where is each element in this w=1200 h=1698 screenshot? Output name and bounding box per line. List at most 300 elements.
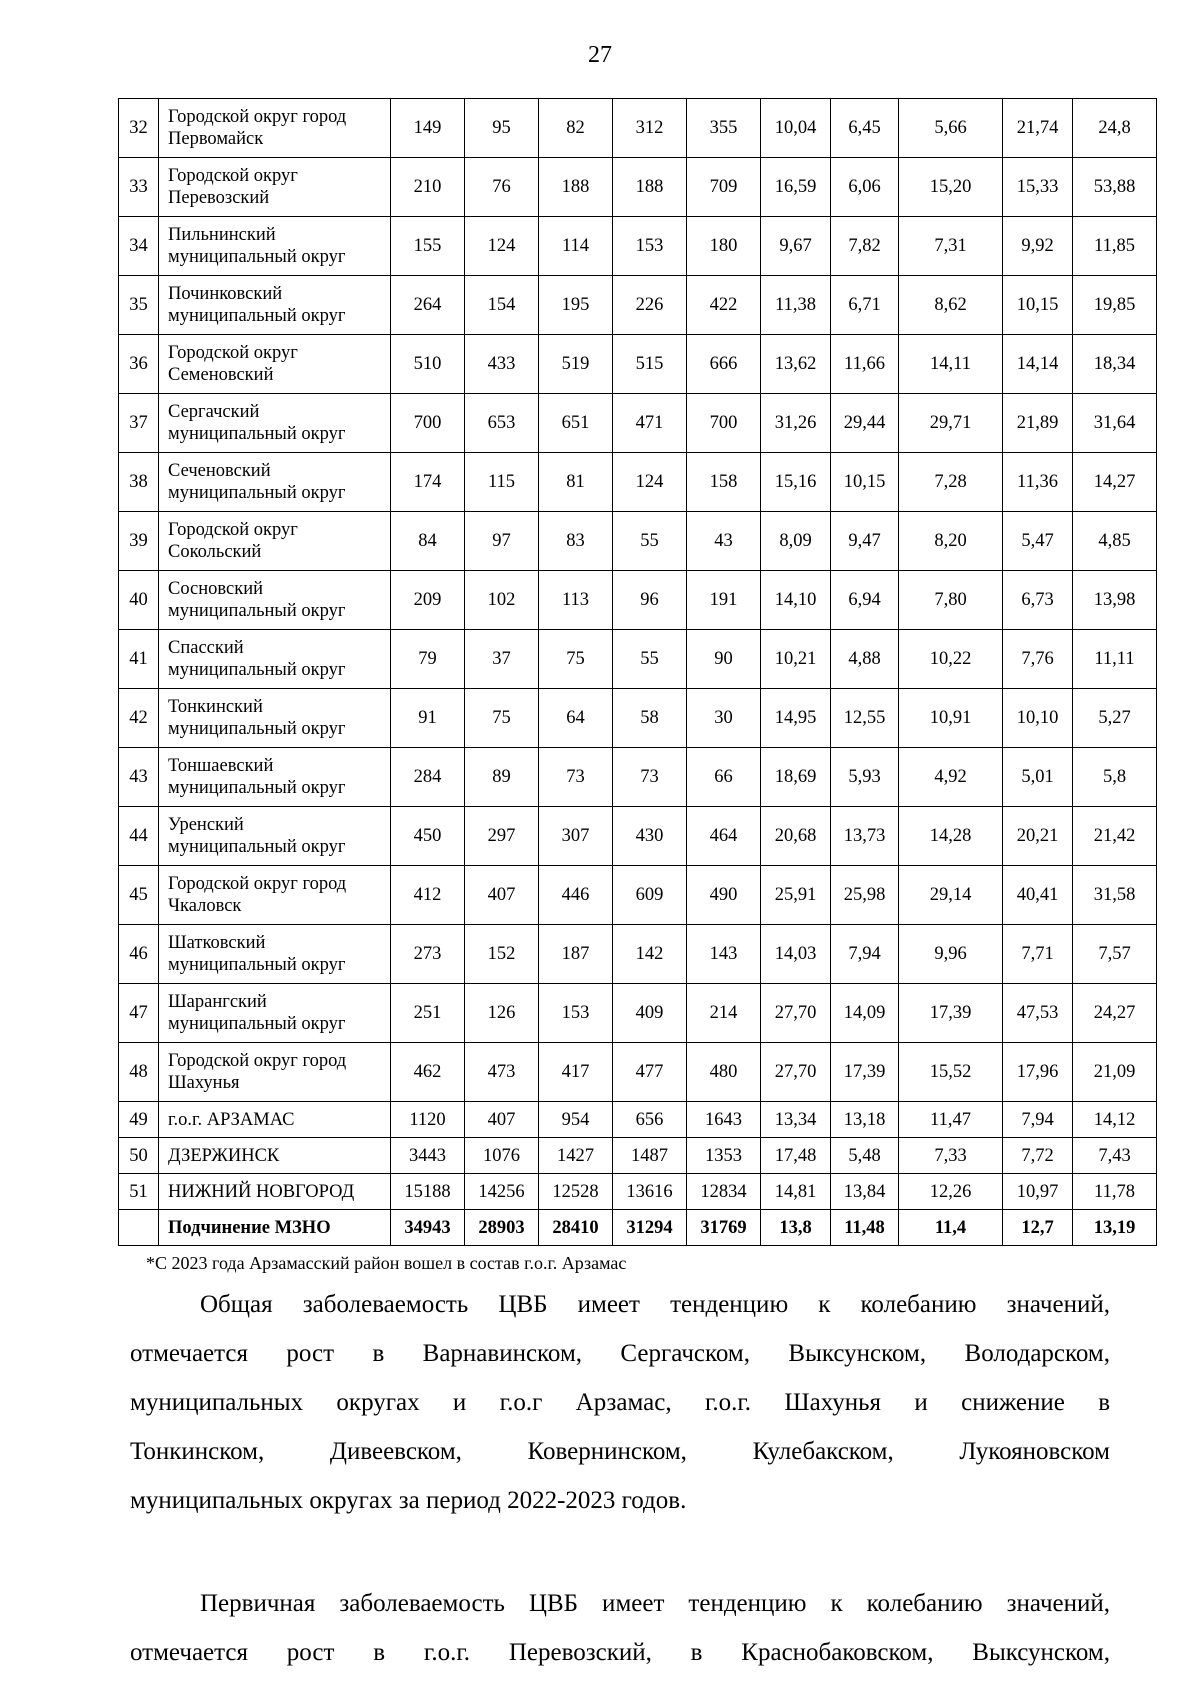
row-number: 47	[119, 984, 159, 1043]
value-cell: 29,14	[899, 866, 1003, 925]
value-cell: 1643	[687, 1102, 761, 1138]
value-cell: 10,22	[899, 630, 1003, 689]
value-cell: 1487	[613, 1138, 687, 1174]
value-cell: 75	[539, 630, 613, 689]
district-name	[159, 158, 391, 217]
page-number: 27	[588, 42, 612, 68]
district-name-line: ДЗЕРЖИНСК	[168, 1145, 280, 1166]
value-cell: 264	[391, 276, 465, 335]
value-cell: 53,88	[1073, 158, 1157, 217]
value-cell: 11,36	[1003, 453, 1073, 512]
value-cell: 4,85	[1073, 512, 1157, 571]
district-name-line: Сокольский	[168, 542, 262, 562]
district-name-line: НИЖНИЙ НОВГОРОД	[168, 1181, 355, 1202]
value-cell: 8,20	[899, 512, 1003, 571]
value-cell: 9,47	[831, 512, 899, 571]
value-cell: 5,48	[831, 1138, 899, 1174]
value-cell: 17,39	[899, 984, 1003, 1043]
value-cell: 8,09	[761, 512, 831, 571]
value-cell: 297	[465, 807, 539, 866]
value-cell: 18,69	[761, 748, 831, 807]
value-cell: 446	[539, 866, 613, 925]
district-name	[159, 630, 391, 689]
district-name	[159, 925, 391, 984]
row-number: 42	[119, 689, 159, 748]
value-cell: 709	[687, 158, 761, 217]
value-cell: 30	[687, 689, 761, 748]
value-cell: 433	[465, 335, 539, 394]
table-row	[119, 984, 1157, 1043]
value-cell: 14256	[465, 1174, 539, 1210]
value-cell: 28410	[539, 1210, 613, 1246]
value-cell: 209	[391, 571, 465, 630]
value-cell: 15,16	[761, 453, 831, 512]
value-cell: 14,14	[1003, 335, 1073, 394]
value-cell: 14,10	[761, 571, 831, 630]
value-cell: 700	[391, 394, 465, 453]
district-name-line: муниципальный округ	[168, 955, 346, 975]
value-cell: 115	[465, 453, 539, 512]
district-name	[159, 99, 391, 158]
value-cell: 6,73	[1003, 571, 1073, 630]
value-cell: 14,03	[761, 925, 831, 984]
value-cell: 6,06	[831, 158, 899, 217]
value-cell: 7,82	[831, 217, 899, 276]
paragraph-line: Тонкинском, Дивеевском, Ковернинском, Кулебакском, Лукояновском	[130, 1438, 1110, 1465]
value-cell: 609	[613, 866, 687, 925]
table-row	[119, 1174, 1157, 1210]
value-cell: 312	[613, 99, 687, 158]
district-name	[159, 571, 391, 630]
value-cell: 7,94	[1003, 1102, 1073, 1138]
value-cell: 10,15	[1003, 276, 1073, 335]
value-cell: 490	[687, 866, 761, 925]
value-cell: 14,95	[761, 689, 831, 748]
value-cell: 656	[613, 1102, 687, 1138]
value-cell: 409	[613, 984, 687, 1043]
district-name-line: муниципальный округ	[168, 601, 346, 621]
value-cell: 355	[687, 99, 761, 158]
value-cell: 1120	[391, 1102, 465, 1138]
value-cell: 21,74	[1003, 99, 1073, 158]
value-cell: 6,45	[831, 99, 899, 158]
table-total-row	[119, 1210, 1157, 1246]
value-cell: 653	[465, 394, 539, 453]
paragraph-line: отмечается рост в г.о.г. Перевозский, в Краснобаковском, Выксунском,	[130, 1639, 1110, 1666]
value-cell: 37	[465, 630, 539, 689]
value-cell: 64	[539, 689, 613, 748]
value-cell: 226	[613, 276, 687, 335]
table-row	[119, 571, 1157, 630]
value-cell: 4,88	[831, 630, 899, 689]
value-cell: 102	[465, 571, 539, 630]
district-name-line: Городской округ	[168, 166, 298, 186]
value-cell: 29,71	[899, 394, 1003, 453]
value-cell: 14,12	[1073, 1102, 1157, 1138]
value-cell: 31294	[613, 1210, 687, 1246]
table-row	[119, 1138, 1157, 1174]
value-cell: 14,28	[899, 807, 1003, 866]
value-cell: 430	[613, 807, 687, 866]
value-cell: 412	[391, 866, 465, 925]
value-cell: 13616	[613, 1174, 687, 1210]
row-number: 36	[119, 335, 159, 394]
value-cell: 12834	[687, 1174, 761, 1210]
value-cell: 210	[391, 158, 465, 217]
value-cell: 97	[465, 512, 539, 571]
value-cell: 28903	[465, 1210, 539, 1246]
value-cell: 5,01	[1003, 748, 1073, 807]
value-cell: 12,7	[1003, 1210, 1073, 1246]
district-name-line: муниципальный округ	[168, 306, 346, 326]
value-cell: 31769	[687, 1210, 761, 1246]
district-name	[159, 276, 391, 335]
value-cell: 79	[391, 630, 465, 689]
district-name-line: муниципальный округ	[168, 247, 346, 267]
value-cell: 11,11	[1073, 630, 1157, 689]
district-name-line: Городской округ город	[168, 1051, 347, 1071]
value-cell: 10,10	[1003, 689, 1073, 748]
value-cell: 519	[539, 335, 613, 394]
value-cell: 7,76	[1003, 630, 1073, 689]
district-name	[159, 1043, 391, 1102]
value-cell: 20,68	[761, 807, 831, 866]
table-row	[119, 1102, 1157, 1138]
value-cell: 174	[391, 453, 465, 512]
row-number: 41	[119, 630, 159, 689]
value-cell: 407	[465, 1102, 539, 1138]
value-cell: 90	[687, 630, 761, 689]
district-name	[159, 807, 391, 866]
value-cell: 34943	[391, 1210, 465, 1246]
value-cell: 55	[613, 512, 687, 571]
value-cell: 10,21	[761, 630, 831, 689]
value-cell: 284	[391, 748, 465, 807]
district-name-line: Пильнинский	[168, 225, 276, 245]
value-cell: 124	[613, 453, 687, 512]
value-cell: 21,89	[1003, 394, 1073, 453]
district-name-line: Сосновский	[168, 579, 264, 599]
value-cell: 124	[465, 217, 539, 276]
value-cell: 477	[613, 1043, 687, 1102]
value-cell: 5,47	[1003, 512, 1073, 571]
value-cell: 307	[539, 807, 613, 866]
paragraph-line: муниципальных округах за период 2022-2023 годов.	[130, 1487, 687, 1514]
value-cell: 7,72	[1003, 1138, 1073, 1174]
value-cell: 1076	[465, 1138, 539, 1174]
value-cell: 13,62	[761, 335, 831, 394]
district-name	[159, 984, 391, 1043]
value-cell: 10,91	[899, 689, 1003, 748]
value-cell: 6,94	[831, 571, 899, 630]
value-cell: 153	[613, 217, 687, 276]
row-number: 33	[119, 158, 159, 217]
value-cell: 152	[465, 925, 539, 984]
district-name	[159, 1210, 391, 1246]
value-cell: 5,27	[1073, 689, 1157, 748]
value-cell: 188	[539, 158, 613, 217]
value-cell: 21,42	[1073, 807, 1157, 866]
row-number: 39	[119, 512, 159, 571]
value-cell: 13,8	[761, 1210, 831, 1246]
value-cell: 473	[465, 1043, 539, 1102]
value-cell: 24,8	[1073, 99, 1157, 158]
value-cell: 7,33	[899, 1138, 1003, 1174]
value-cell: 31,64	[1073, 394, 1157, 453]
district-name-line: Сергачский	[168, 402, 260, 422]
value-cell: 6,71	[831, 276, 899, 335]
row-number: 38	[119, 453, 159, 512]
value-cell: 81	[539, 453, 613, 512]
value-cell: 273	[391, 925, 465, 984]
morbidity-table	[118, 98, 1157, 1246]
value-cell: 89	[465, 748, 539, 807]
value-cell: 11,85	[1073, 217, 1157, 276]
value-cell: 15188	[391, 1174, 465, 1210]
value-cell: 195	[539, 276, 613, 335]
value-cell: 76	[465, 158, 539, 217]
value-cell: 666	[687, 335, 761, 394]
district-name-line: муниципальный округ	[168, 483, 346, 503]
value-cell: 17,96	[1003, 1043, 1073, 1102]
value-cell: 7,71	[1003, 925, 1073, 984]
value-cell: 11,38	[761, 276, 831, 335]
value-cell: 31,58	[1073, 866, 1157, 925]
district-name-line: Тоншаевский	[168, 756, 274, 776]
value-cell: 25,98	[831, 866, 899, 925]
district-name-line: Подчинение МЗНО	[168, 1217, 331, 1238]
value-cell: 510	[391, 335, 465, 394]
value-cell: 114	[539, 217, 613, 276]
district-name-line: Семеновский	[168, 365, 274, 385]
district-name-line: Спасский	[168, 638, 244, 658]
value-cell: 96	[613, 571, 687, 630]
district-name	[159, 1138, 391, 1174]
row-number: 51	[119, 1174, 159, 1210]
value-cell: 180	[687, 217, 761, 276]
value-cell: 471	[613, 394, 687, 453]
value-cell: 15,52	[899, 1043, 1003, 1102]
district-name-line: Уренский	[168, 815, 244, 835]
value-cell: 143	[687, 925, 761, 984]
district-name-line: Первомайск	[168, 129, 264, 149]
value-cell: 154	[465, 276, 539, 335]
value-cell: 43	[687, 512, 761, 571]
district-name	[159, 1174, 391, 1210]
district-name	[159, 335, 391, 394]
table-row	[119, 99, 1157, 158]
district-name-line: Чкаловск	[168, 896, 242, 916]
table-row	[119, 1043, 1157, 1102]
district-name-line: Городской округ	[168, 343, 298, 363]
value-cell: 13,73	[831, 807, 899, 866]
value-cell: 84	[391, 512, 465, 571]
district-name-line: Шарангский	[168, 992, 267, 1012]
value-cell: 29,44	[831, 394, 899, 453]
district-name-line: Шахунья	[168, 1073, 240, 1093]
value-cell: 27,70	[761, 984, 831, 1043]
value-cell: 462	[391, 1043, 465, 1102]
row-number: 46	[119, 925, 159, 984]
paragraph-line: муниципальных округах и г.о.г Арзамас, г.о.г. Шахунья и снижение в	[130, 1389, 1110, 1416]
table-row	[119, 276, 1157, 335]
value-cell: 13,18	[831, 1102, 899, 1138]
table-row	[119, 689, 1157, 748]
value-cell: 11,47	[899, 1102, 1003, 1138]
district-name	[159, 394, 391, 453]
value-cell: 15,20	[899, 158, 1003, 217]
value-cell: 12,55	[831, 689, 899, 748]
value-cell: 13,98	[1073, 571, 1157, 630]
value-cell: 18,34	[1073, 335, 1157, 394]
value-cell: 11,78	[1073, 1174, 1157, 1210]
value-cell: 10,15	[831, 453, 899, 512]
value-cell: 7,80	[899, 571, 1003, 630]
paragraph-general-morbidity	[130, 1280, 1110, 1525]
value-cell: 40,41	[1003, 866, 1073, 925]
table-row	[119, 807, 1157, 866]
district-name-line: муниципальный округ	[168, 778, 346, 798]
row-number: 45	[119, 866, 159, 925]
value-cell: 9,96	[899, 925, 1003, 984]
value-cell: 12,26	[899, 1174, 1003, 1210]
value-cell: 12528	[539, 1174, 613, 1210]
value-cell: 91	[391, 689, 465, 748]
district-name	[159, 689, 391, 748]
table-row	[119, 217, 1157, 276]
district-name-line: муниципальный округ	[168, 660, 346, 680]
value-cell: 191	[687, 571, 761, 630]
paragraph-line: отмечается рост в Варнавинском, Сергачском, Выксунском, Володарском,	[130, 1340, 1110, 1367]
district-name-line: Починковский	[168, 284, 283, 304]
table-row	[119, 925, 1157, 984]
value-cell: 16,59	[761, 158, 831, 217]
district-name-line: Городской округ город	[168, 874, 347, 894]
value-cell: 5,93	[831, 748, 899, 807]
value-cell: 1427	[539, 1138, 613, 1174]
table-row	[119, 335, 1157, 394]
value-cell: 25,91	[761, 866, 831, 925]
value-cell: 19,85	[1073, 276, 1157, 335]
table-row	[119, 453, 1157, 512]
value-cell: 158	[687, 453, 761, 512]
paragraph-line: Общая заболеваемость ЦВБ имеет тенденцию к колебанию значений,	[200, 1291, 1110, 1318]
value-cell: 13,34	[761, 1102, 831, 1138]
value-cell: 31,26	[761, 394, 831, 453]
value-cell: 450	[391, 807, 465, 866]
row-number: 37	[119, 394, 159, 453]
value-cell: 5,66	[899, 99, 1003, 158]
value-cell: 214	[687, 984, 761, 1043]
row-number: 50	[119, 1138, 159, 1174]
district-name-line: Городской округ	[168, 520, 298, 540]
table-row	[119, 630, 1157, 689]
value-cell: 55	[613, 630, 687, 689]
value-cell: 515	[613, 335, 687, 394]
value-cell: 188	[613, 158, 687, 217]
row-number: 35	[119, 276, 159, 335]
value-cell: 15,33	[1003, 158, 1073, 217]
value-cell: 417	[539, 1043, 613, 1102]
value-cell: 8,62	[899, 276, 1003, 335]
value-cell: 153	[539, 984, 613, 1043]
value-cell: 21,09	[1073, 1043, 1157, 1102]
value-cell: 14,81	[761, 1174, 831, 1210]
paragraph-primary-morbidity	[130, 1579, 1110, 1677]
district-name	[159, 217, 391, 276]
district-name-line: муниципальный округ	[168, 719, 346, 739]
value-cell: 14,09	[831, 984, 899, 1043]
value-cell: 149	[391, 99, 465, 158]
row-number: 49	[119, 1102, 159, 1138]
value-cell: 7,28	[899, 453, 1003, 512]
row-number: 48	[119, 1043, 159, 1102]
value-cell: 11,4	[899, 1210, 1003, 1246]
table-row	[119, 512, 1157, 571]
value-cell: 9,67	[761, 217, 831, 276]
value-cell: 1353	[687, 1138, 761, 1174]
table-row	[119, 394, 1157, 453]
value-cell: 58	[613, 689, 687, 748]
value-cell: 113	[539, 571, 613, 630]
value-cell: 10,04	[761, 99, 831, 158]
value-cell: 187	[539, 925, 613, 984]
table-body	[119, 99, 1157, 1246]
row-number: 34	[119, 217, 159, 276]
value-cell: 24,27	[1073, 984, 1157, 1043]
district-name	[159, 453, 391, 512]
value-cell: 11,66	[831, 335, 899, 394]
value-cell: 407	[465, 866, 539, 925]
value-cell: 155	[391, 217, 465, 276]
district-name	[159, 1102, 391, 1138]
row-number: 40	[119, 571, 159, 630]
value-cell: 4,92	[899, 748, 1003, 807]
value-cell: 47,53	[1003, 984, 1073, 1043]
district-name	[159, 748, 391, 807]
value-cell: 142	[613, 925, 687, 984]
value-cell: 651	[539, 394, 613, 453]
district-name-line: Городской округ город	[168, 107, 347, 127]
value-cell: 5,8	[1073, 748, 1157, 807]
value-cell: 126	[465, 984, 539, 1043]
district-name	[159, 512, 391, 571]
district-name-line: Сеченовский	[168, 461, 271, 481]
value-cell: 73	[539, 748, 613, 807]
value-cell: 464	[687, 807, 761, 866]
value-cell: 27,70	[761, 1043, 831, 1102]
value-cell: 95	[465, 99, 539, 158]
value-cell: 7,57	[1073, 925, 1157, 984]
value-cell: 20,21	[1003, 807, 1073, 866]
district-name-line: Перевозский	[168, 188, 270, 208]
row-number	[119, 1210, 159, 1246]
table-row	[119, 748, 1157, 807]
value-cell: 9,92	[1003, 217, 1073, 276]
table-row	[119, 158, 1157, 217]
value-cell: 17,39	[831, 1043, 899, 1102]
district-name-line: г.о.г. АРЗАМАС	[168, 1109, 295, 1130]
value-cell: 7,31	[899, 217, 1003, 276]
value-cell: 7,94	[831, 925, 899, 984]
district-name-line: Тонкинский	[168, 697, 263, 717]
value-cell: 13,19	[1073, 1210, 1157, 1246]
value-cell: 7,43	[1073, 1138, 1157, 1174]
footnote: *С 2023 года Арзамасский район вошел в состав г.о.г. Арзамас	[146, 1253, 627, 1273]
value-cell: 75	[465, 689, 539, 748]
value-cell: 14,27	[1073, 453, 1157, 512]
value-cell: 66	[687, 748, 761, 807]
